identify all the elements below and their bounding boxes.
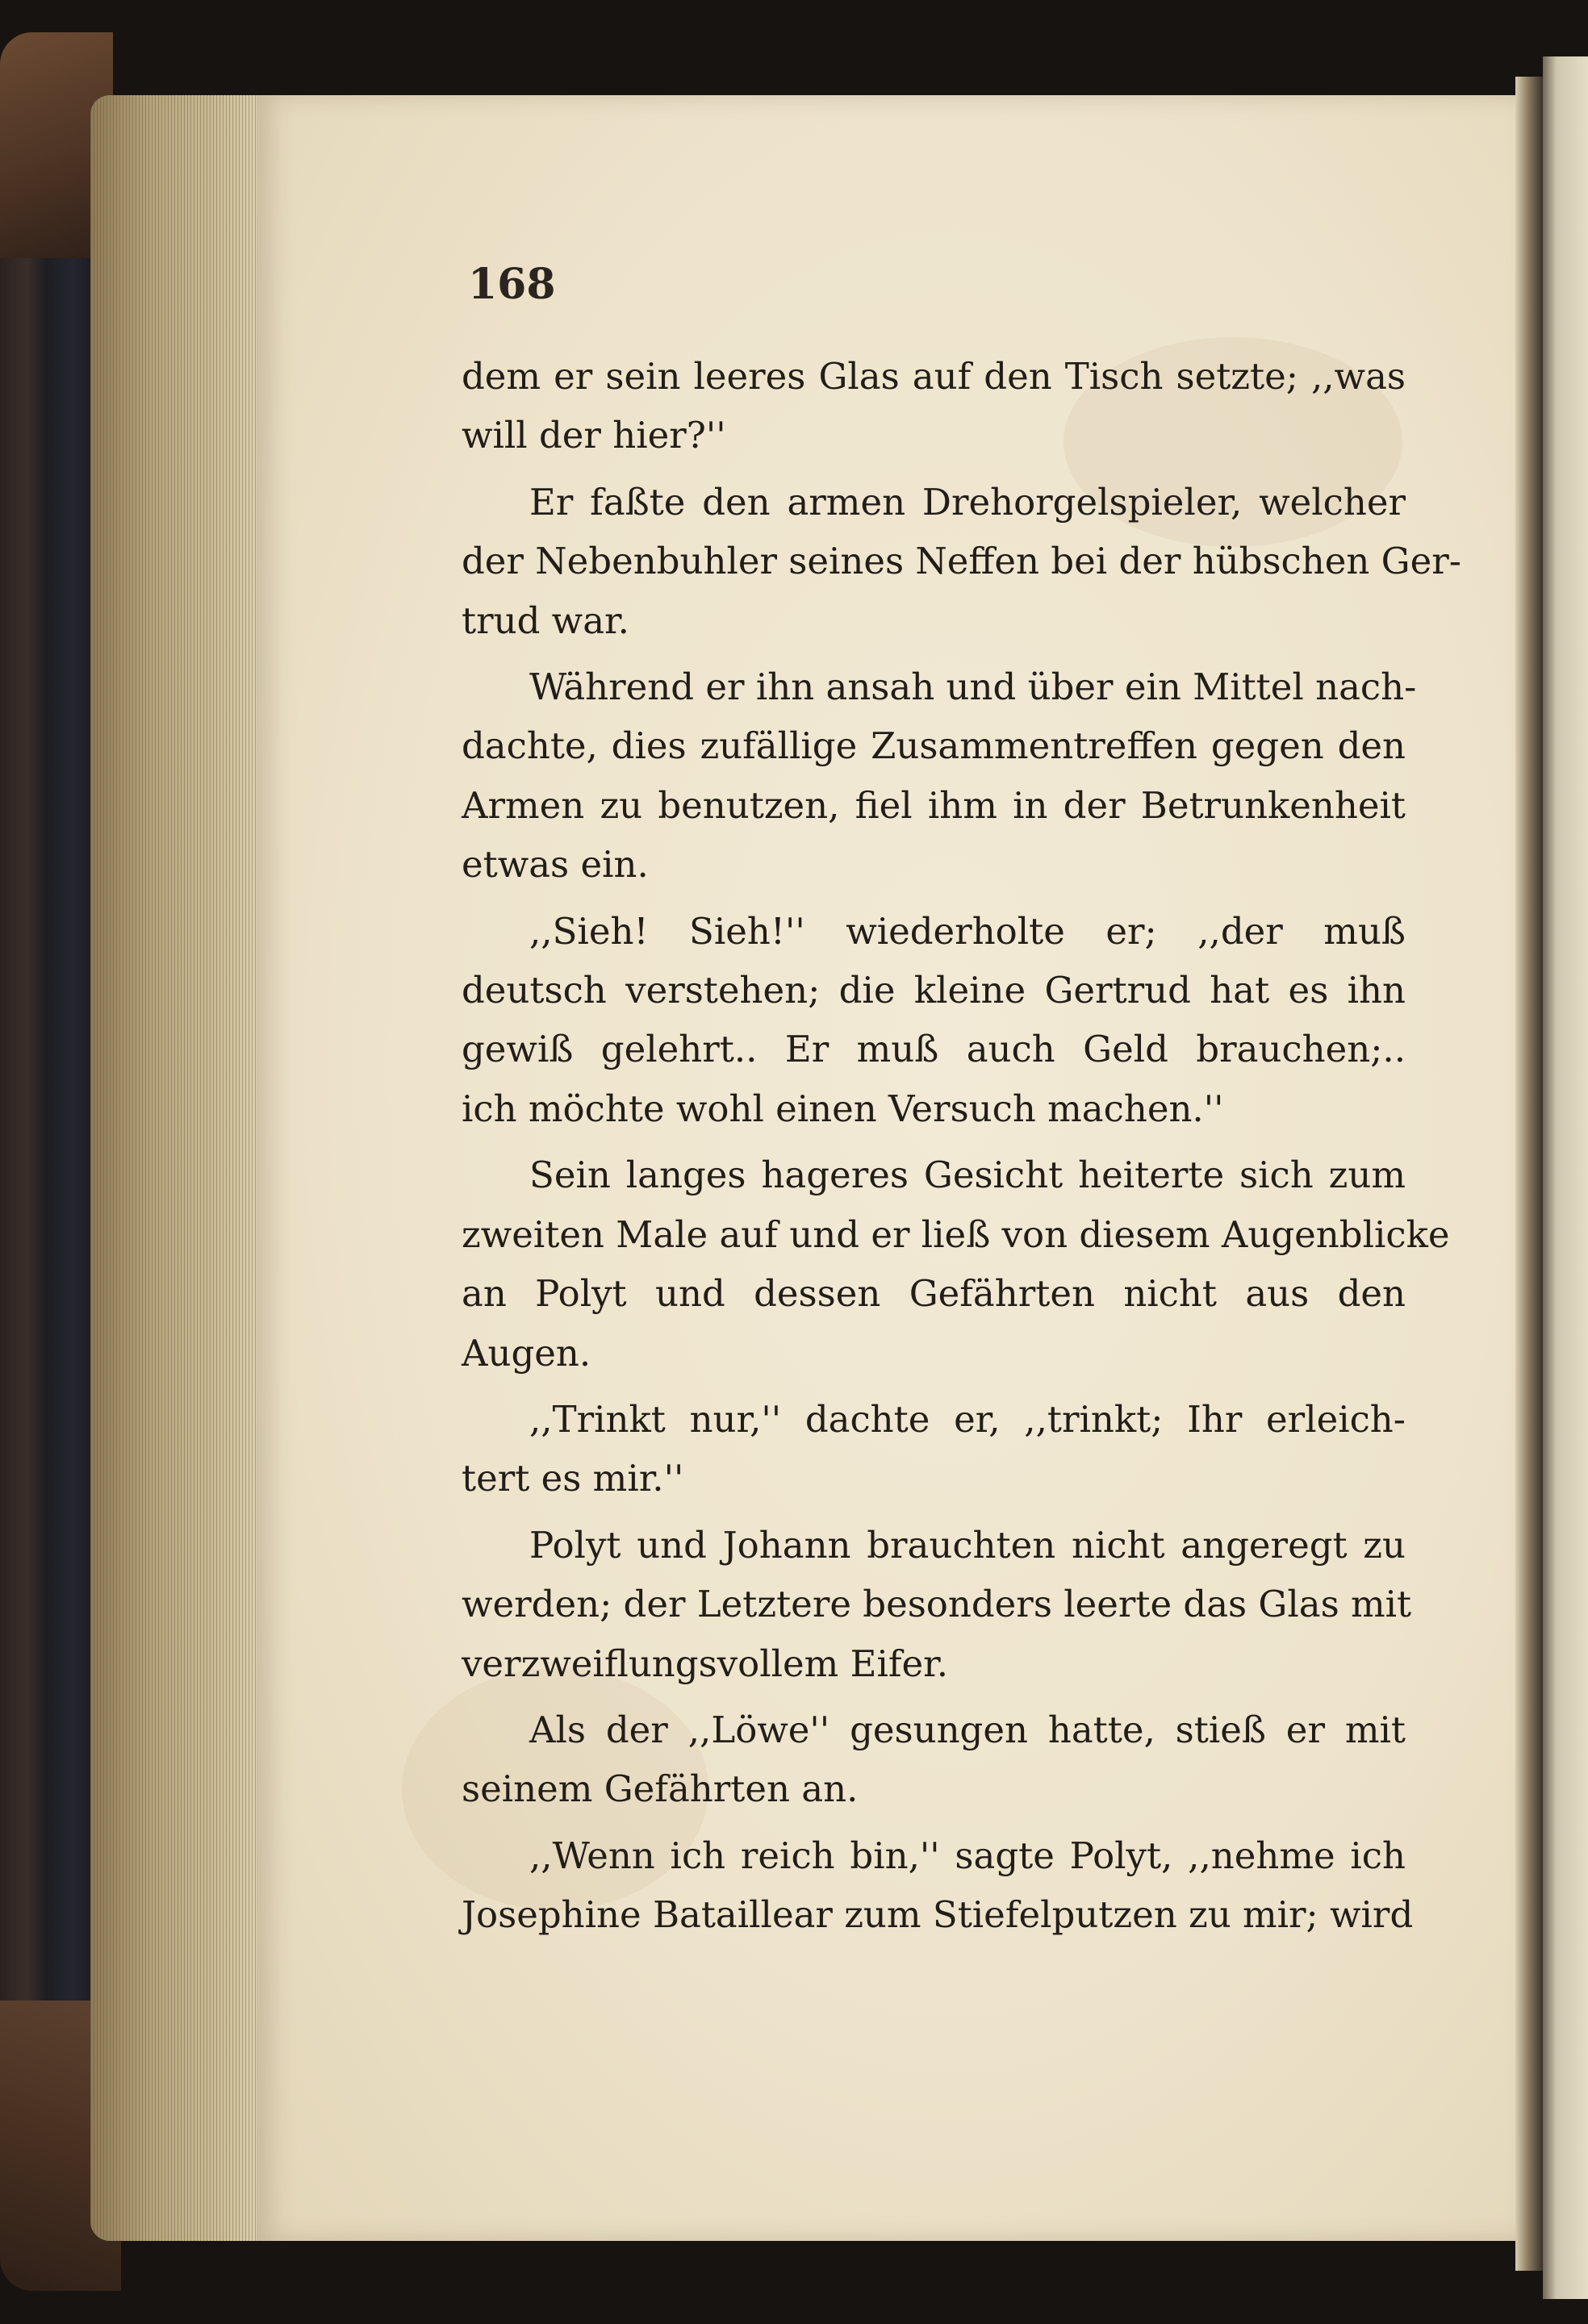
text-line: etwas ein. (462, 843, 649, 887)
paragraph (462, 347, 1406, 465)
paragraph (462, 657, 1417, 895)
text-line: werden; der Letztere besonders leerte das Glas mit (462, 1583, 1412, 1626)
paragraph (462, 1145, 1450, 1383)
book-gutter (1515, 77, 1543, 2271)
text-line: Während er ihn ansah und über ein Mittel nach- (529, 665, 1417, 709)
page-number: 168 (468, 260, 556, 309)
text-line: der Nebenbuhler seines Neffen bei der hübschen Ger- (462, 540, 1461, 583)
text-line: Sein langes hageres Gesicht heiterte sich zum (529, 1154, 1406, 1197)
text-line: seinem Gefährten an. (462, 1767, 859, 1811)
text-line: trud war. (462, 599, 629, 642)
text-line: gewiß gelehrt.. Er muß auch Geld brauchen;.. (462, 1028, 1406, 1071)
text-line: zweiten Male auf und er ließ von diesem Augenblicke (462, 1212, 1450, 1256)
text-line: dachte, dies zufällige Zusammentreffen gegen den (462, 724, 1406, 768)
text-line: ,,Trinkt nur,'' dachte er, ,,trinkt; Ihr erleich- (529, 1397, 1406, 1441)
text-line: deutsch verstehen; die kleine Gertrud hat es ihn (462, 969, 1406, 1012)
text-line: an Polyt und dessen Gefährten nicht aus den (462, 1272, 1406, 1316)
text-line: Armen zu benutzen, fiel ihm in der Betrunkenheit (462, 783, 1406, 827)
page-text (462, 347, 1461, 1952)
text-line: will der hier?'' (462, 414, 726, 457)
text-line: Polyt und Johann brauchten nicht angeregt zu (529, 1523, 1406, 1567)
text-line: Als der ,,Löwe'' gesungen hatte, stieß er mit (529, 1708, 1406, 1751)
text-line: Augen. (462, 1331, 591, 1375)
paragraph (462, 1826, 1414, 1945)
book-cover-left (0, 32, 105, 2283)
paragraph (462, 1516, 1412, 1693)
page-edges (90, 95, 264, 2241)
right-page-edge (1543, 56, 1588, 2299)
text-line: verzweiflungsvollem Eifer. (462, 1642, 948, 1685)
paragraph (462, 1700, 1406, 1819)
text-line: ,,Wenn ich reich bin,'' sagte Polyt, ,,nehme ich (529, 1834, 1406, 1877)
paragraph (462, 473, 1461, 650)
paragraph (462, 902, 1406, 1139)
text-line: Josephine Bataillear zum Stiefelputzen zu mir; wird (462, 1893, 1414, 1937)
paragraph (462, 1390, 1406, 1508)
text-line: ich möchte wohl einen Versuch machen.'' (462, 1087, 1224, 1130)
text-line: tert es mir.'' (462, 1457, 684, 1500)
text-line: ,,Sieh! Sieh!'' wiederholte er; ,,der muß (529, 909, 1406, 953)
text-line: Er faßte den armen Drehorgelspieler, welcher (529, 480, 1406, 524)
text-line: dem er sein leeres Glas auf den Tisch setzte; ,,was (462, 355, 1406, 398)
